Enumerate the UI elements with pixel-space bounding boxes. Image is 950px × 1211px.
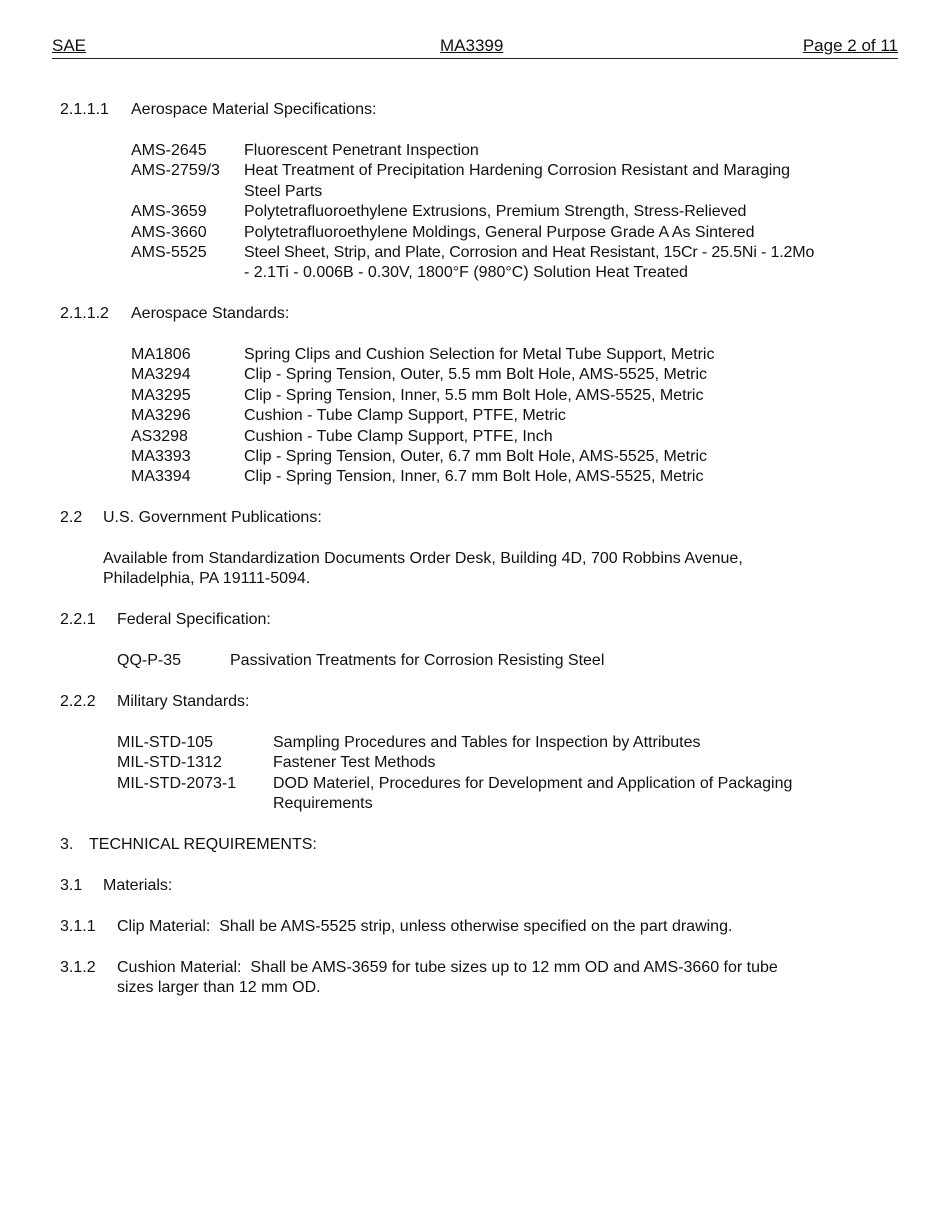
header-page-number: Page 2 of 11	[802, 36, 898, 55]
spec-description: Polytetrafluoroethylene Extrusions, Premium Strength, Stress-Relieved	[244, 203, 747, 221]
standard-code: MIL-STD-105	[117, 734, 214, 751]
material-spec-list	[131, 141, 891, 286]
page-header	[52, 36, 898, 59]
section-number: 3.1.1	[60, 918, 96, 935]
standard-code: MA3393	[131, 448, 191, 465]
standard-description: Cushion - Tube Clamp Support, PTFE, Metric	[244, 407, 566, 425]
section-text-cont: sizes larger than 12 mm OD.	[117, 979, 321, 997]
spec-code: AMS-3659	[131, 203, 207, 221]
section-number: 3.	[60, 836, 74, 853]
section-number: 2.2.2	[60, 693, 96, 710]
header-doc-number: MA3399	[440, 36, 504, 55]
section-title: Aerospace Standards:	[131, 305, 290, 322]
paragraph-line: Available from Standardization Documents Order Desk, Building 4D, 700 Robbins Avenue,	[103, 550, 743, 567]
standard-description: Spring Clips and Cushion Selection for Metal Tube Support, Metric	[244, 346, 715, 363]
spec-description: Polytetrafluoroethylene Moldings, General Purpose Grade A As Sintered	[244, 223, 755, 241]
section-title: Federal Specification:	[117, 611, 271, 628]
section-number: 2.2.1	[60, 611, 96, 628]
header-org: SAE	[52, 36, 87, 55]
standard-description: DOD Materiel, Procedures for Development and Application of Packaging	[273, 774, 793, 792]
spec-description: Passivation Treatments for Corrosion Resisting Steel	[230, 652, 605, 669]
section-title: Military Standards:	[117, 693, 250, 710]
standard-code: MIL-STD-2073-1	[117, 774, 237, 792]
section-number: 2.1.1.1	[60, 101, 109, 118]
aerospace-standards-list	[131, 345, 891, 490]
standard-description-cont: Requirements	[273, 795, 373, 813]
section-title: TECHNICAL REQUIREMENTS:	[89, 836, 317, 853]
standard-code: MA3294	[131, 366, 191, 384]
standard-code: MA3394	[131, 468, 191, 486]
section-number: 2.2	[60, 509, 83, 526]
standard-code: MA3295	[131, 386, 191, 404]
section-number: 3.1	[60, 877, 83, 894]
standard-description: Clip - Spring Tension, Inner, 6.7 mm Bolt Hole, AMS-5525, Metric	[244, 468, 704, 486]
section-title: U.S. Government Publications:	[103, 509, 322, 526]
spec-code: AMS-5525	[131, 244, 207, 261]
spec-description-cont: Steel Parts	[244, 182, 323, 200]
section-text: Clip Material: Shall be AMS-5525 strip, unless otherwise specified on the part drawing.	[117, 918, 733, 935]
section-title: Materials:	[103, 877, 173, 894]
standard-description: Cushion - Tube Clamp Support, PTFE, Inch	[244, 427, 553, 445]
standard-description: Clip - Spring Tension, Outer, 5.5 mm Bolt Hole, AMS-5525, Metric	[244, 366, 708, 384]
spec-description-cont: - 2.1Ti - 0.006B - 0.30V, 1800°F (980°C) Solution Heat Treated	[244, 264, 688, 282]
spec-code: QQ-P-35	[117, 652, 182, 669]
military-standards-list	[117, 733, 887, 817]
spec-code: AMS-2759/3	[131, 162, 220, 180]
section-number: 2.1.1.2	[60, 305, 109, 322]
section-title: Aerospace Material Specifications:	[131, 101, 377, 118]
standard-description: Clip - Spring Tension, Outer, 6.7 mm Bolt Hole, AMS-5525, Metric	[244, 448, 708, 465]
paragraph-line: Philadelphia, PA 19111-5094.	[103, 570, 311, 588]
standard-code: MA3296	[131, 407, 191, 425]
standard-description: Sampling Procedures and Tables for Inspection by Attributes	[273, 734, 701, 751]
spec-description: Steel Sheet, Strip, and Plate, Corrosion and Heat Resistant, 15Cr - 25.5Ni - 1.2Mo	[244, 244, 815, 261]
standard-code: AS3298	[131, 427, 188, 445]
section-number: 3.1.2	[60, 959, 96, 976]
government-publications-paragraph	[103, 549, 883, 591]
spec-description: Fluorescent Penetrant Inspection	[244, 142, 479, 159]
section-text: Cushion Material: Shall be AMS-3659 for tube sizes up to 12 mm OD and AMS-3660 for tube	[117, 959, 778, 976]
spec-code: AMS-3660	[131, 223, 207, 241]
spec-description: Heat Treatment of Precipitation Hardening Corrosion Resistant and Maraging	[244, 162, 791, 180]
federal-spec-list	[117, 651, 877, 673]
standard-code: MA1806	[131, 346, 191, 363]
spec-code: AMS-2645	[131, 142, 207, 159]
standard-code: MIL-STD-1312	[117, 754, 222, 772]
standard-description: Clip - Spring Tension, Inner, 5.5 mm Bolt Hole, AMS-5525, Metric	[244, 386, 704, 404]
section-3-1-2	[60, 958, 860, 1000]
standard-description: Fastener Test Methods	[273, 754, 436, 772]
